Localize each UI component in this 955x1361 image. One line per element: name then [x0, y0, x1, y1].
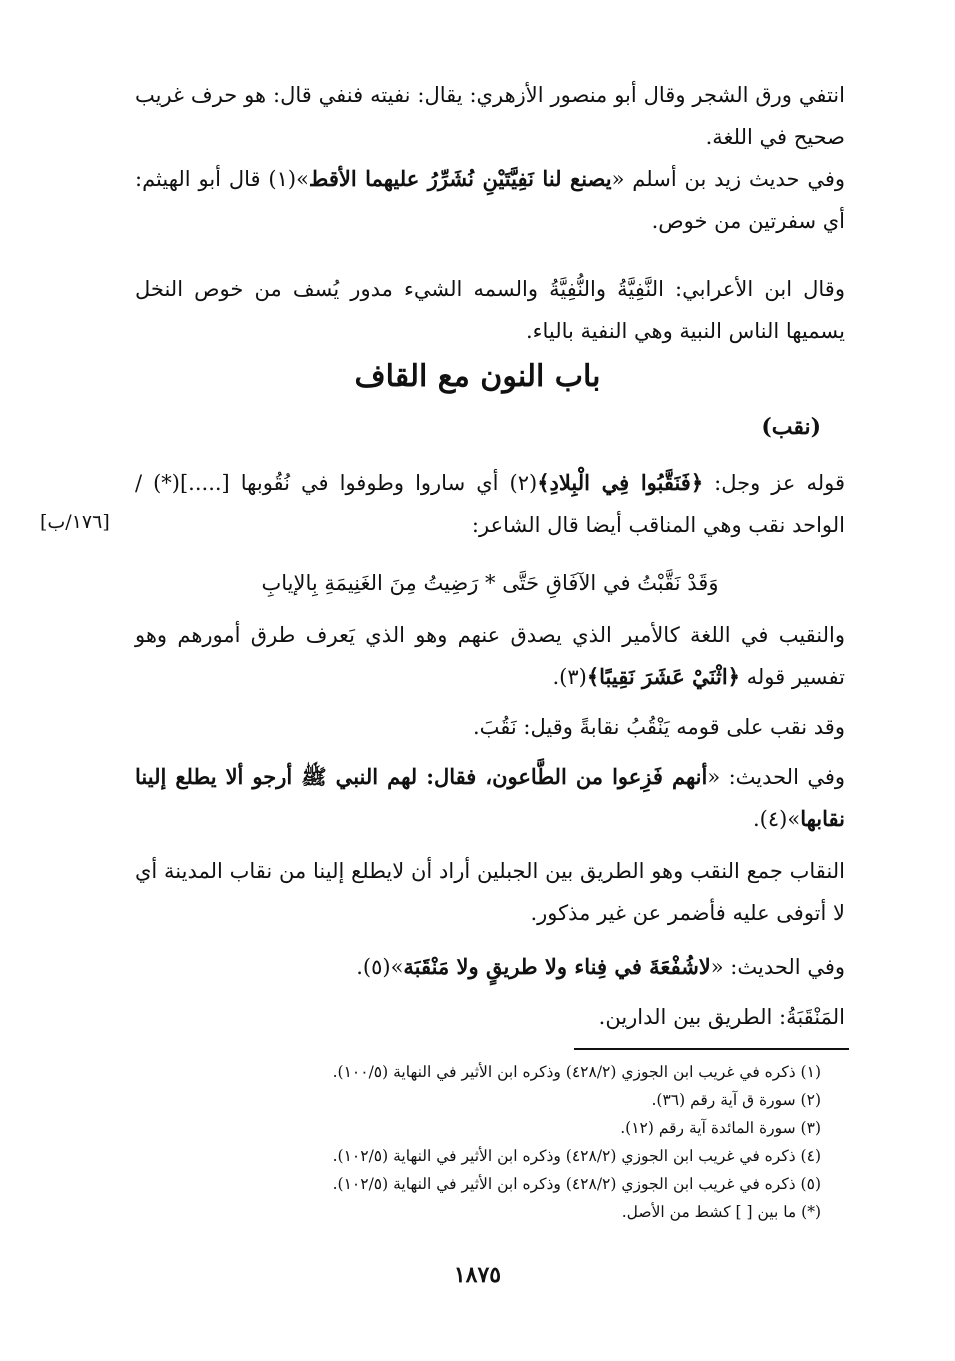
footnote-ref: »(٥).	[356, 955, 404, 979]
paragraph-2-text: وفي حديث زيد بن أسلم «	[611, 167, 846, 191]
hadith-quote: أنهم فَزِعوا من الطَّاعون، فقال: لهم النبي ﷺ أرجو ألا يطلع إلينا نقابها	[135, 764, 845, 831]
paragraph-4	[135, 462, 845, 546]
footnote-divider	[574, 1048, 849, 1050]
footnote-1: (١) ذكره في غريب ابن الجوزي (٤٢٨/٢) وذكره ابن الأثير في النهاية (١٠٠/٥).	[332, 1063, 821, 1081]
paragraph-9	[135, 946, 845, 988]
paragraph-2	[135, 158, 845, 242]
footnote-4: (٤) ذكره في غريب ابن الجوزي (٤٢٨/٢) وذكره ابن الأثير في النهاية (١٠٢/٥).	[332, 1147, 821, 1165]
hadith-quote: لاشُفْعَةَ في فِناء ولا طريقٍ ولا مَنْقَبَة	[403, 954, 711, 979]
page-number: ١٨٧٥	[453, 1262, 502, 1288]
footnote-5: (٥) ذكره في غريب ابن الجوزي (٤٢٨/٢) وذكره ابن الأثير في النهاية (١٠٢/٥).	[332, 1175, 821, 1193]
paragraph-9-text: وفي الحديث: «	[710, 955, 845, 979]
paragraph-3: وقال ابن الأعرابي: النَّفِيَّةُ والنُّفِيَّةُ والسمه الشيء مدور يُسف من خوص النخل يسميها الناس النبية وهي النفية بالياء.	[135, 277, 845, 343]
chapter-heading: باب النون مع القاف	[354, 359, 601, 394]
footnote-ref: »(٤).	[753, 807, 801, 831]
entry-heading: (نقب)	[761, 414, 821, 440]
paragraph-4-cont: (٢) أي ساروا وطوفوا في نُقُوبها [.....](*) / الواحد نقب وهي المناقب أيضا قال الشاعر:	[135, 471, 845, 537]
paragraph-8: النقاب جمع النقب وهو الطريق بين الجبلين أراد أن لايطلع إلينا من نقاب المدينة أي لا أتوفى عليه فأضمر عن غير مذكور.	[135, 859, 845, 925]
footnote-ref: (٣).	[552, 665, 587, 689]
paragraph-5	[135, 614, 845, 698]
footnote-star: (*) ما بين [ ] كشط من الأصل.	[621, 1203, 821, 1221]
footnote-ref: »(١)	[268, 167, 309, 191]
paragraph-1: انتفي ورق الشجر وقال أبو منصور الأزهري: يقال: نفيته فنفي قال: هو حرف غريب صحيح في اللغة.	[135, 83, 845, 149]
quran-quote: ﴿اثْنَيْ عَشَرَ نَقِيبًا﴾	[586, 664, 740, 689]
paragraph-7	[135, 756, 845, 840]
footnotes-list	[171, 1058, 821, 1226]
quran-quote: ﴿فَنَقَّبُوا فِي الْبِلادِ﴾	[537, 470, 704, 495]
footnote-3: (٣) سورة المائدة آية رقم (١٢).	[620, 1119, 821, 1137]
footnote-2: (٢) سورة ق آية رقم (٣٦).	[651, 1091, 821, 1109]
paragraph-7-text: وفي الحديث: «	[707, 765, 846, 789]
paragraph-2-cont: قال أبو الهيثم: أي سفرتين من خوص.	[135, 167, 845, 233]
hadith-quote: يصنع لنا نَفِيَّتَيْنِ نُشَرِّرُ عليهما الأقط	[308, 166, 612, 191]
poetry-verse: وَقَدْ نَقَّبْتُ في الآفَاقِ حَتَّى * رَضِيتُ مِنَ الغَنِيمَةِ بِالإيابِ	[261, 571, 719, 595]
paragraph-4-text: قوله عز وجل:	[703, 471, 845, 495]
paragraph-6: وقد نقب على قومه يَنْقُبُ نقابةً وقيل: نَقُبَ.	[472, 715, 845, 739]
paragraph-10: المَنْقَبَةُ: الطريق بين الدارين.	[598, 1005, 845, 1029]
margin-folio-note: [١٧٦/ب]	[40, 511, 110, 533]
paragraph-5-text: والنقيب في اللغة كالأمير الذي يصدق عنهم وهو الذي يَعرف طرق أمورهم وهو تفسير قوله	[135, 623, 845, 689]
